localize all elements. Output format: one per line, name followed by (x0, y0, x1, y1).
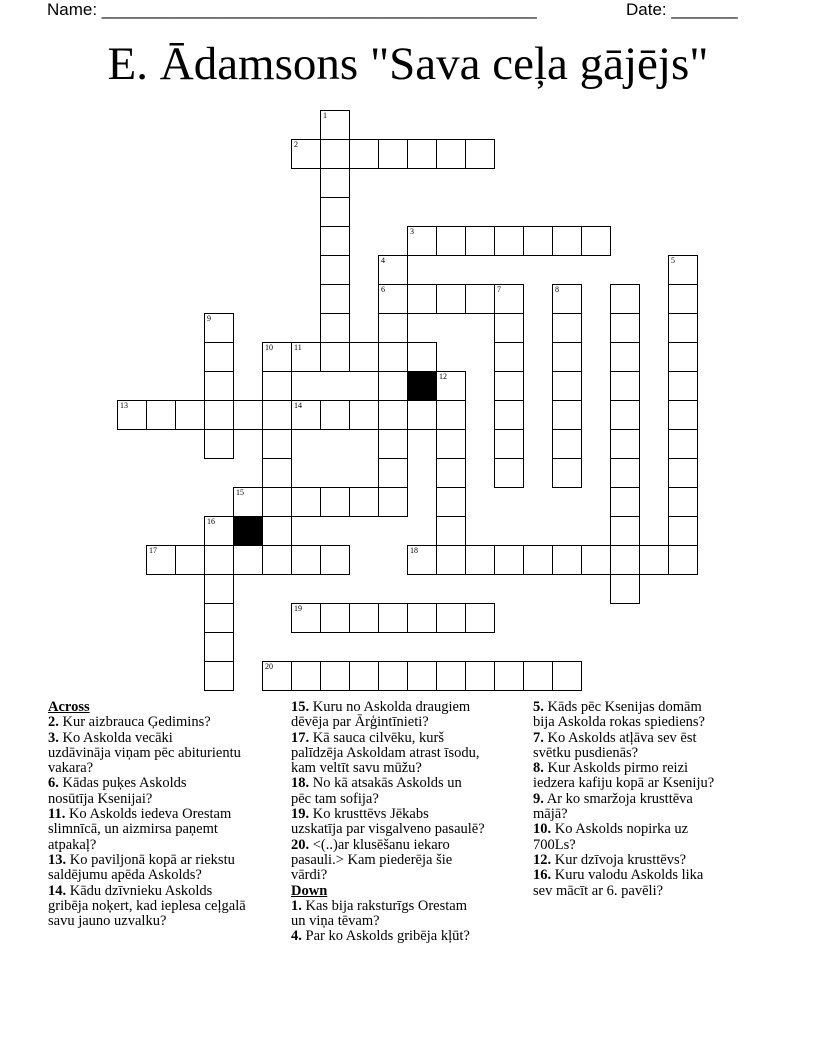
crossword-cell[interactable] (262, 429, 292, 459)
crossword-cell[interactable] (320, 197, 350, 227)
crossword-cell[interactable] (320, 661, 350, 691)
crossword-cell[interactable] (668, 371, 698, 401)
clue-item (533, 853, 767, 868)
clue-line: savu jauno uzvalku? (48, 913, 167, 930)
clue-number: 18 (410, 546, 418, 555)
clue-line: 5. Kāds pēc Ksenijas domām (533, 699, 702, 715)
crossword-cell[interactable] (204, 400, 234, 430)
crossword-cell[interactable] (204, 661, 234, 691)
crossword-cell[interactable] (436, 139, 466, 169)
crossword-cell[interactable] (146, 400, 176, 430)
crossword-cell[interactable] (436, 603, 466, 633)
clue-line: iedzera kafiju kopā ar Kseniju? (533, 775, 715, 792)
crossword-cell[interactable] (262, 545, 292, 575)
clue-item (533, 792, 767, 823)
crossword-cell[interactable] (291, 400, 321, 430)
crossword-cell[interactable] (175, 400, 205, 430)
clue-line: un viņa tēvam? (291, 913, 380, 930)
crossword-cell[interactable] (552, 342, 582, 372)
crossword-cell[interactable] (378, 313, 408, 343)
crossword-cell[interactable] (233, 400, 263, 430)
clue-number-label: 17. (291, 729, 310, 746)
clue-line: uzdāvināja viņam pēc abiturientu (48, 744, 241, 761)
clue-number: 8 (555, 285, 559, 294)
clue-item (48, 715, 282, 730)
clue-line: saldējumu apēda Askolds? (48, 867, 202, 884)
crossword-cell[interactable] (552, 371, 582, 401)
crossword-cell[interactable] (581, 226, 611, 256)
clue-number-label: 18. (291, 775, 310, 792)
crossword-cell[interactable] (407, 400, 437, 430)
clue-number: 3 (410, 227, 414, 236)
crossword-cell[interactable] (552, 661, 582, 691)
clue-number-label: 11. (48, 806, 66, 823)
crossword-cell[interactable] (378, 342, 408, 372)
clue-line: atpakaļ? (48, 836, 97, 853)
crossword-cell[interactable] (407, 661, 437, 691)
crossword-cell[interactable] (117, 400, 147, 430)
clue-line: 11. Ko Askolds iedeva Orestam (48, 806, 232, 823)
clue-line: 700Ls? (533, 836, 576, 853)
crossword-cell[interactable] (204, 603, 234, 633)
crossword-cell[interactable] (262, 458, 292, 488)
crossword-cell[interactable] (668, 429, 698, 459)
clue-line: svētku pusdienās? (533, 744, 639, 761)
clue-number-label: 1. (291, 897, 302, 914)
clue-number: 19 (294, 604, 302, 613)
clue-column-1 (48, 700, 282, 929)
clue-line: 12. Kur dzīvoja krusttēvs? (533, 851, 687, 868)
crossword-cell[interactable] (291, 545, 321, 575)
clue-item (291, 700, 525, 731)
clue-number-label: 16. (533, 867, 552, 884)
crossword-cell[interactable] (320, 545, 350, 575)
crossword-cell[interactable] (407, 284, 437, 314)
crossword-cell[interactable] (262, 661, 292, 691)
clue-line: dēvēja par Ārģintīnieti? (291, 714, 429, 731)
crossword-cell[interactable] (204, 371, 234, 401)
crossword-cell[interactable] (552, 400, 582, 430)
crossword-cell[interactable] (262, 400, 292, 430)
crossword-cell[interactable] (523, 226, 553, 256)
crossword-cell[interactable] (320, 168, 350, 198)
clue-number: 20 (265, 662, 273, 671)
clue-number-label: 19. (291, 806, 310, 823)
crossword-cell[interactable] (436, 284, 466, 314)
crossword-cell[interactable] (233, 487, 263, 517)
clue-line: 15. Kuru no Askolda draugiem (291, 699, 471, 715)
crossword-cell[interactable] (407, 226, 437, 256)
clue-number: 11 (294, 343, 302, 352)
clue-line: 19. Ko krusttēvs Jēkabs (291, 806, 429, 823)
clue-number: 6 (381, 285, 385, 294)
crossword-cell[interactable] (378, 429, 408, 459)
crossword-cell[interactable] (349, 487, 379, 517)
crossword-cell[interactable] (349, 603, 379, 633)
clue-number-label: 12. (533, 851, 552, 868)
crossword-cell[interactable] (552, 429, 582, 459)
crossword-cell[interactable] (378, 661, 408, 691)
crossword-cell[interactable] (668, 545, 698, 575)
clue-number-label: 4. (291, 928, 302, 945)
crossword-cell[interactable] (320, 284, 350, 314)
clue-number-label: 14. (48, 882, 67, 899)
clue-item (48, 884, 282, 930)
clue-number-label: 8. (533, 760, 544, 777)
crossword-cell[interactable] (610, 342, 640, 372)
date-field-label: Date: _______ (626, 0, 738, 19)
crossword-cell[interactable] (552, 458, 582, 488)
clue-number: 15 (236, 488, 244, 497)
crossword-cell[interactable] (436, 458, 466, 488)
crossword-cell[interactable] (581, 545, 611, 575)
clue-number: 14 (294, 401, 302, 410)
crossword-cell[interactable] (465, 284, 495, 314)
crossword-cell[interactable] (291, 661, 321, 691)
crossword-cell[interactable] (349, 342, 379, 372)
crossword-cell[interactable] (320, 110, 350, 140)
clue-line: 13. Ko paviljonā kopā ar riekstu (48, 851, 235, 868)
crossword-cell[interactable] (668, 400, 698, 430)
clue-item (291, 899, 525, 930)
crossword-cell[interactable] (320, 313, 350, 343)
crossword-cell[interactable] (465, 603, 495, 633)
clue-number-label: 20. (291, 836, 310, 853)
clue-line: 3. Ko Askolda vecāki (48, 729, 173, 746)
crossword-cell[interactable] (262, 516, 292, 546)
clue-number-label: 7. (533, 729, 544, 746)
crossword-cell[interactable] (204, 574, 234, 604)
clue-number: 7 (497, 285, 501, 294)
crossword-cell[interactable] (552, 313, 582, 343)
crossword-cell[interactable] (552, 226, 582, 256)
crossword-cell[interactable] (610, 400, 640, 430)
crossword-cell[interactable] (407, 139, 437, 169)
crossword-cell[interactable] (668, 284, 698, 314)
crossword-cell[interactable] (146, 545, 176, 575)
crossword-cell[interactable] (610, 371, 640, 401)
clue-item (291, 731, 525, 777)
crossword-cell[interactable] (204, 516, 234, 546)
crossword-cell[interactable] (610, 284, 640, 314)
clue-number-label: 6. (48, 775, 59, 792)
crossword-cell[interactable] (668, 516, 698, 546)
crossword-cell[interactable] (262, 371, 292, 401)
clue-line: vārdi? (291, 867, 328, 884)
clue-line: 18. No kā atsakās Askolds un (291, 775, 462, 792)
crossword-cell[interactable] (610, 574, 640, 604)
clue-item (533, 700, 767, 731)
clue-line: kam veltīt savu mūžu? (291, 760, 422, 777)
clue-line: pēc tam sofija? (291, 790, 379, 807)
black-square (233, 516, 263, 546)
clue-number-label: 15. (291, 699, 310, 715)
crossword-cell[interactable] (552, 545, 582, 575)
clue-line: 2. Kur aizbrauca Ģedimins? (48, 714, 211, 731)
crossword-cell[interactable] (494, 313, 524, 343)
clue-number-label: 3. (48, 729, 59, 746)
clue-line: sev mācīt ar 6. pavēli? (533, 882, 664, 899)
crossword-cell[interactable] (407, 342, 437, 372)
crossword-cell[interactable] (320, 603, 350, 633)
crossword-cell[interactable] (378, 255, 408, 285)
clue-number: 4 (381, 256, 385, 265)
crossword-cell[interactable] (436, 400, 466, 430)
crossword-cell[interactable] (204, 342, 234, 372)
crossword-cell[interactable] (494, 545, 524, 575)
crossword-cell[interactable] (610, 487, 640, 517)
clue-line: palīdzēja Askoldam atrast īsodu, (291, 744, 480, 761)
crossword-cell[interactable] (349, 661, 379, 691)
crossword-cell[interactable] (233, 545, 263, 575)
crossword-cell[interactable] (494, 661, 524, 691)
clue-number: 16 (207, 517, 215, 526)
crossword-cell[interactable] (610, 429, 640, 459)
clue-line: bija Askolda rokas spiediens? (533, 714, 705, 731)
clue-line: vakara? (48, 760, 94, 777)
crossword-cell[interactable] (262, 487, 292, 517)
crossword-cell[interactable] (407, 545, 437, 575)
clue-line: nosūtīja Ksenijai? (48, 790, 153, 807)
crossword-cell[interactable] (320, 487, 350, 517)
crossword-cell[interactable] (436, 371, 466, 401)
crossword-cell[interactable] (494, 458, 524, 488)
clue-number: 12 (439, 372, 447, 381)
crossword-cell[interactable] (436, 429, 466, 459)
clue-line: gribēja noķert, kad ieplesa ceļgalā (48, 897, 246, 914)
crossword-cell[interactable] (349, 400, 379, 430)
crossword-cell[interactable] (668, 313, 698, 343)
clue-number-label: 5. (533, 699, 544, 715)
crossword-cell[interactable] (465, 661, 495, 691)
crossword-cell[interactable] (523, 661, 553, 691)
clue-number-label: 9. (533, 790, 544, 807)
clue-line: 10. Ko Askolds nopirka uz (533, 821, 689, 838)
crossword-cell[interactable] (494, 371, 524, 401)
clue-column-3 (533, 700, 767, 899)
crossword-cell[interactable] (407, 603, 437, 633)
crossword-cell[interactable] (494, 429, 524, 459)
clue-line: 9. Ar ko smaržoja krusttēva (533, 790, 693, 807)
crossword-cell[interactable] (494, 342, 524, 372)
crossword-cell[interactable] (204, 429, 234, 459)
crossword-cell[interactable] (320, 342, 350, 372)
crossword-cell[interactable] (320, 255, 350, 285)
clue-number-label: 10. (533, 821, 552, 838)
crossword-cell[interactable] (378, 458, 408, 488)
clue-number: 2 (294, 140, 298, 149)
clue-line: 6. Kādas puķes Askolds (48, 775, 187, 792)
clue-line: 7. Ko Askolds atļāva sev ēst (533, 729, 697, 746)
page-title: E. Ādamsons "Sava ceļa gājējs" (107, 38, 709, 90)
crossword-cell[interactable] (204, 545, 234, 575)
crossword-cell[interactable] (436, 226, 466, 256)
crossword-cell[interactable] (668, 487, 698, 517)
clue-item (533, 822, 767, 853)
clue-item (533, 761, 767, 792)
crossword-cell[interactable] (291, 487, 321, 517)
crossword-cell[interactable] (494, 400, 524, 430)
crossword-cell[interactable] (436, 661, 466, 691)
crossword-cell[interactable] (610, 516, 640, 546)
crossword-cell[interactable] (349, 139, 379, 169)
clue-line: mājā? (533, 806, 568, 823)
crossword-cell[interactable] (639, 545, 669, 575)
clue-number-label: 13. (48, 851, 67, 868)
crossword-cell[interactable] (320, 139, 350, 169)
crossword-cell[interactable] (610, 545, 640, 575)
crossword-cell[interactable] (465, 139, 495, 169)
clue-number-label: 2. (48, 714, 59, 731)
crossword-cell[interactable] (494, 284, 524, 314)
crossword-cell[interactable] (378, 139, 408, 169)
clue-number: 10 (265, 343, 273, 352)
crossword-cell[interactable] (204, 632, 234, 662)
clue-line: 16. Kuru valodu Askolds lika (533, 867, 704, 884)
crossword-cell[interactable] (320, 400, 350, 430)
clue-item (291, 776, 525, 807)
crossword-cell[interactable] (436, 487, 466, 517)
clue-item (291, 838, 525, 884)
crossword-cell[interactable] (291, 603, 321, 633)
crossword-cell[interactable] (668, 458, 698, 488)
clue-item (291, 807, 525, 838)
crossword-cell[interactable] (523, 545, 553, 575)
clue-line: uzskatīja par visgalveno pasaulē? (291, 821, 485, 838)
crossword-cell[interactable] (610, 458, 640, 488)
crossword-cell[interactable] (465, 545, 495, 575)
name-field-label: Name: ______________________________________________ (47, 0, 537, 19)
clue-item (533, 868, 767, 899)
crossword-cell[interactable] (291, 342, 321, 372)
crossword-cell[interactable] (291, 139, 321, 169)
clue-item (48, 731, 282, 777)
clue-number: 5 (671, 256, 675, 265)
clue-line: 4. Par ko Askolds gribēja kļūt? (291, 928, 470, 945)
clue-number: 1 (323, 111, 327, 120)
crossword-cell[interactable] (378, 284, 408, 314)
clue-column-2 (291, 700, 525, 945)
crossword-cell[interactable] (668, 342, 698, 372)
clue-number: 17 (149, 546, 157, 555)
clue-item (533, 731, 767, 762)
crossword-cell[interactable] (378, 400, 408, 430)
clue-line: pasauli.> Kam piederēja šie (291, 851, 453, 868)
crossword-cell[interactable] (494, 226, 524, 256)
black-square (407, 371, 437, 401)
crossword-cell[interactable] (320, 226, 350, 256)
crossword-cell[interactable] (436, 516, 466, 546)
clue-line: slimnīcā, un aizmirsa paņemt (48, 821, 218, 838)
crossword-cell[interactable] (378, 487, 408, 517)
clue-item (48, 776, 282, 807)
clue-number: 9 (207, 314, 211, 323)
crossword-cell[interactable] (668, 255, 698, 285)
clue-line: 17. Kā sauca cilvēku, kurš (291, 729, 445, 746)
clue-item (291, 929, 525, 944)
crossword-cell[interactable] (465, 226, 495, 256)
crossword-cell[interactable] (552, 284, 582, 314)
crossword-cell[interactable] (262, 342, 292, 372)
across-heading: Across (48, 699, 90, 715)
clue-line: 20. <(..)ar klusēšanu iekaro (291, 836, 450, 853)
crossword-cell[interactable] (204, 313, 234, 343)
crossword-cell[interactable] (436, 545, 466, 575)
crossword-cell[interactable] (610, 313, 640, 343)
clue-line: 8. Kur Askolds pirmo reizi (533, 760, 689, 777)
crossword-cell[interactable] (175, 545, 205, 575)
crossword-cell[interactable] (378, 603, 408, 633)
clue-number: 13 (120, 401, 128, 410)
down-heading: Down (291, 882, 328, 899)
clue-line: 14. Kādu dzīvnieku Askolds (48, 882, 213, 899)
crossword-cell[interactable] (378, 371, 408, 401)
clue-item (48, 807, 282, 853)
clue-item (48, 853, 282, 884)
clue-line: 1. Kas bija raksturīgs Orestam (291, 897, 467, 914)
